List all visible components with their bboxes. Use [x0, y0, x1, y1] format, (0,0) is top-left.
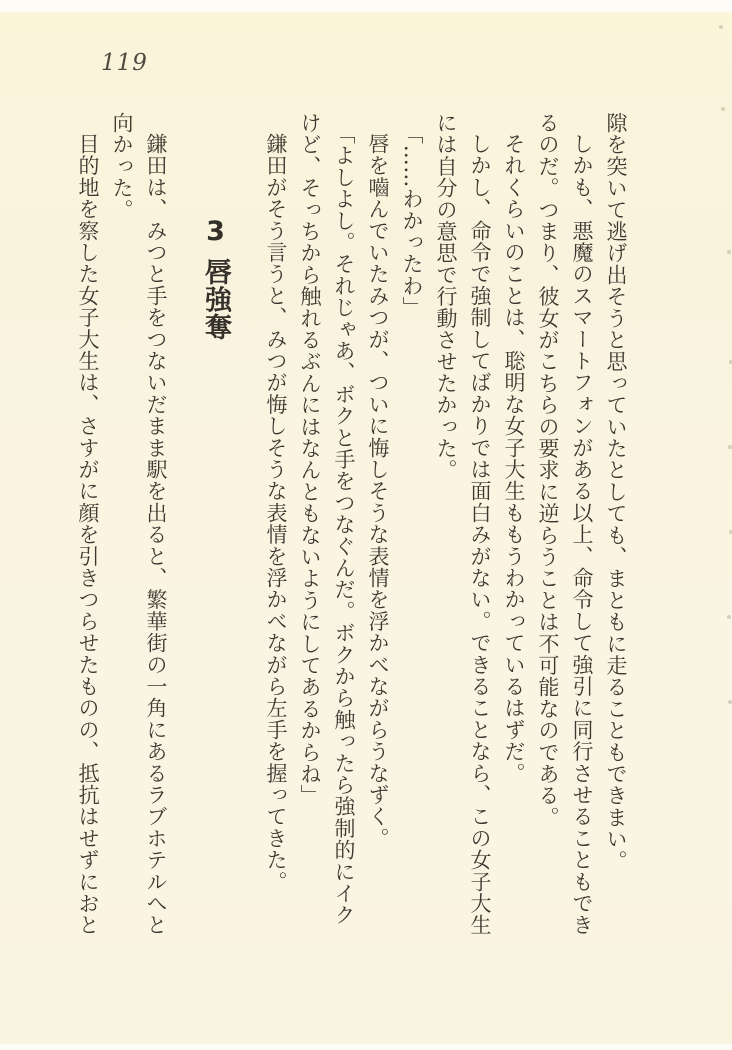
- paragraph: しかし、命令で強制してばかりでは面白みがない。できることなら、この女子大生には自分の意思で行動させたかった。: [434, 112, 492, 936]
- paragraph: 隙を突いて逃げ出そうと思っていたとしても、まともに走ることもできまい。: [604, 112, 628, 872]
- scan-speck: [727, 250, 731, 254]
- scan-speck: [727, 615, 731, 619]
- section-heading: [195, 112, 235, 940]
- paragraph: 鎌田がそう言うと、みつが悔しそうな表情を浮かべながら左手を握ってきた。: [264, 133, 288, 893]
- paragraph: 唇を嚙んでいたみつが、ついに悔しそうな表情を浮かべながらうなずく。: [366, 133, 390, 850]
- scan-speck: [728, 445, 732, 449]
- page-number: 119: [101, 50, 148, 76]
- scan-speck: [719, 25, 723, 29]
- body-text: [71, 112, 633, 940]
- scan-edge-top: [0, 0, 732, 12]
- scan-edge-bottom: [0, 1044, 732, 1050]
- scan-speck: [728, 700, 732, 704]
- paragraph: しかも、悪魔のスマートフォンがある以上、命令して強引に同行させることもできるのだ。つまり、彼女がこちらの要求に逆らうことは不可能なのである。: [536, 112, 594, 936]
- dialogue-line: 「よしよし。それじゃあ、ボクと手をつなぐんだ。ボクから触ったら強制的にイクけど、そっちから触れるぶんにはなんともないようにしてあるからね」: [298, 112, 356, 926]
- dialogue-line: 「……わかったわ」: [400, 122, 424, 318]
- paragraph: 鎌田は、みつと手をつないだまま駅を出ると、繁華街の一角にあるラブホテルへと向かった。: [110, 112, 168, 936]
- paragraph: 目的地を察した女子大生は、さすがに顔を引きつらせたものの、抵抗はせずにおと: [76, 133, 100, 936]
- paragraph: それくらいのことは、聡明な女子大生ももうわかっているはずだ。: [502, 133, 526, 784]
- section-heading-title: 唇強奪: [200, 257, 231, 341]
- scan-speck: [721, 107, 725, 111]
- section-heading-number: 3: [200, 216, 231, 248]
